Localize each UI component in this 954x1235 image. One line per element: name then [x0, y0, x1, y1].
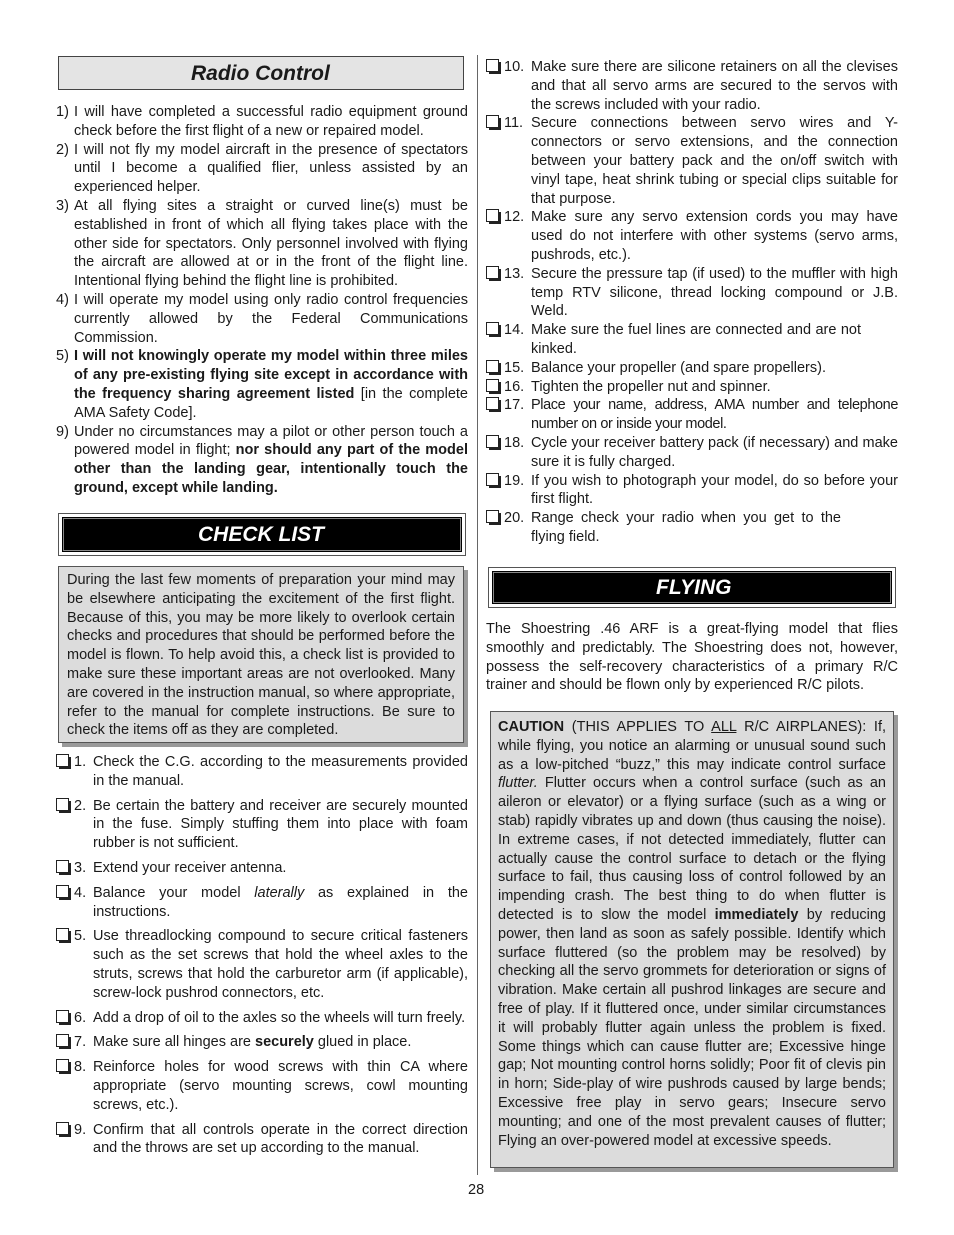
radio-control-title: Radio Control — [191, 62, 330, 85]
checkbox-icon[interactable] — [486, 209, 499, 222]
checkbox-icon[interactable] — [56, 798, 69, 811]
checkbox-icon[interactable] — [486, 435, 499, 448]
checkbox-icon[interactable] — [486, 266, 499, 279]
checklist-item[interactable]: 20. Range check your radio when you get to the flying field. — [486, 509, 898, 547]
checkbox-icon[interactable] — [486, 397, 499, 410]
rc-item: 1) I will have completed a successful radio equipment ground check before the first flight of a new or repaired model. — [56, 104, 468, 139]
checkbox-icon[interactable] — [486, 59, 499, 72]
checklist-item[interactable]: 15. Balance your propeller (and spare propellers). — [486, 359, 898, 378]
checkbox-icon[interactable] — [486, 473, 499, 486]
checkbox-icon[interactable] — [486, 322, 499, 335]
rc-item: 3) At all flying sites a straight or curved line(s) must be established in front of which all flying takes place with the other side for spectators. Only personnel involved with flying the aircraft are allowed at or in the front of the flight line. Intentional flying behind the flight line is prohibited. — [56, 197, 468, 290]
checklist-item[interactable]: 5. Use threadlocking compound to secure critical fasteners such as the set screws that hold the wheel axles to the struts, screws that hold the carburetor arm (if applicable), screw-lock pushrod connectors, etc. — [56, 927, 468, 1002]
checklist-item[interactable]: 3. Extend your receiver antenna. — [56, 859, 468, 878]
flying-header — [488, 567, 896, 608]
checklist-item[interactable]: 18. Cycle your receiver battery pack (if necessary) and make sure it is fully charged. — [486, 434, 898, 472]
checklist-item[interactable]: 19. If you wish to photograph your model, do so before your first flight. — [486, 472, 898, 510]
checklist-item[interactable]: 16. Tighten the propeller nut and spinner. — [486, 378, 898, 397]
checklist-item[interactable]: 8. Reinforce holes for wood screws with thin CA where appropriate (servo mounting screws, cowl mounting screws, etc.). — [56, 1058, 468, 1114]
checklist-item[interactable]: 4. Balance your model laterally as explained in the instructions. — [56, 884, 468, 922]
radio-control-list — [56, 103, 468, 498]
checkbox-icon[interactable] — [56, 1034, 69, 1047]
check-list-left — [56, 753, 468, 1158]
checkbox-icon[interactable] — [486, 115, 499, 128]
checkbox-icon[interactable] — [56, 860, 69, 873]
page-number: 28 — [468, 1182, 485, 1198]
checkbox-icon[interactable] — [56, 754, 69, 767]
check-list-header — [58, 513, 466, 556]
checklist-item[interactable]: 9. Confirm that all controls operate in the correct direction and the throws are set up according to the manual. — [56, 1121, 468, 1159]
checklist-item[interactable]: 6. Add a drop of oil to the axles so the wheels will turn freely. — [56, 1009, 468, 1028]
checklist-item[interactable]: 10. Make sure there are silicone retainers on all the clevises and that all servo arms are secured to the servos with the screws included with your radio. — [486, 58, 898, 114]
rc-item: 9) Under no circumstances may a pilot or other person touch a powered model in flight; nor should any part of the model other than the landing gear, intentionally touch the ground, except while landing. — [56, 423, 468, 496]
radio-control-header — [58, 56, 464, 90]
checklist-item[interactable]: 7. Make sure all hinges are securely glued in place. — [56, 1033, 468, 1052]
checkbox-icon[interactable] — [486, 510, 499, 523]
checklist-item[interactable]: 1. Check the C.G. according to the measurements provided in the manual. — [56, 753, 468, 791]
checklist-item[interactable]: 14. Make sure the fuel lines are connected and are not kinked. — [486, 321, 898, 359]
rc-item: 5) I will not knowingly operate my model within three miles of any pre-existing flying site except in accordance with the frequency sharing agreement listed [in the complete AMA Safety Code]. — [56, 348, 468, 421]
checklist-item[interactable]: 17. Place your name, address, AMA number and telephone number on or inside your model. — [486, 396, 898, 434]
flying-title: FLYING — [656, 576, 732, 599]
rc-item: 4) I will operate my model using only radio control frequencies currently allowed by the Federal Communications Commission. — [56, 291, 468, 346]
checkbox-icon[interactable] — [56, 1059, 69, 1072]
flying-intro: The Shoestring .46 ARF is a great-flying model that flies smoothly and predictably. The Shoestring does not, however, possess the self-recovery characteristics of a primary R/C trainer and should be flown only by experienced R/C pilots. — [486, 621, 898, 694]
checklist-item[interactable]: 13. Secure the pressure tap (if used) to the muffler with high temp RTV silicone, thread locking compound or J.B. Weld. — [486, 265, 898, 321]
check-list-title: CHECK LIST — [198, 523, 324, 546]
checkbox-icon[interactable] — [486, 360, 499, 373]
checkbox-icon[interactable] — [486, 379, 499, 392]
caution-label: CAUTION — [498, 719, 565, 735]
check-list-right — [486, 58, 898, 547]
checkbox-icon[interactable] — [56, 928, 69, 941]
check-list-intro: During the last few moments of preparation your mind may be elsewhere anticipating the excitement of the first flight. Because of this, you may be more likely to overlook certain checks and procedures that should be performed before the model is flown. To help avoid this, a check list is provided to make sure these important areas are not overlooked. Many are covered in the instruction manual, so where appropriate, refer to the manual for complete instructions. Be sure to check the items off as they are completed. — [58, 566, 464, 743]
checkbox-icon[interactable] — [56, 1122, 69, 1135]
caution-box: CAUTION (THIS APPLIES TO ALL R/C AIRPLANES): If, while flying, you notice an alarming or unusual sound such as a low-pitched “buzz,” this may indicate control surface flutter. Flutter occurs when a control surface (such as an aileron or elevator) or a flying surface (such as a wing or stab) rapidly vibrates up and down (thus causing the noise). In extreme cases, if not detected immediately, flutter can actually cause the control surface to detach or the flying surface to fail, thus causing loss of control followed by an impending crash. The best thing to do when flutter is detected is to slow the model immediately by reducing power, then land as soon as safely possible. Identify which surface fluttered (so the problem may be resolved) by checking all the servo grommets for deterioration or signs of vibration. Make certain all pushrod linkages are secure and free of play. If it fluttered once, under similar circumstances it will probably flutter again unless the problem is fixed. Some things which can cause flutter are; Excessive hinge gap; Not mounting control horns solidly; Poor fit of clevis pin in horn; Side-play of wire pushrods caused by large bends; Excessive free play in servo gears; Insecure servo mounting; and one of the most prevalent causes of flutter; Flying an over-powered model at excessive speeds. — [490, 711, 894, 1168]
checkbox-icon[interactable] — [56, 1010, 69, 1023]
column-divider — [477, 55, 478, 1175]
checklist-item[interactable]: 2. Be certain the battery and receiver are securely mounted in the fuse. Simply stuffing them into place with foam rubber is not sufficient. — [56, 797, 468, 853]
checklist-item[interactable]: 11. Secure connections between servo wires and Y-connectors or servo extensions, and the connection between your battery pack and the on/off switch with vinyl tape, heat shrink tubing or special clips suitable for that purpose. — [486, 114, 898, 208]
checkbox-icon[interactable] — [56, 885, 69, 898]
rc-item: 2) I will not fly my model aircraft in the presence of spectators until I become a qualified flier, unless assisted by an experienced helper. — [56, 141, 468, 196]
checklist-item[interactable]: 12. Make sure any servo extension cords you may have used do not interfere with other systems (servo arms, pushrods, etc.). — [486, 208, 898, 264]
